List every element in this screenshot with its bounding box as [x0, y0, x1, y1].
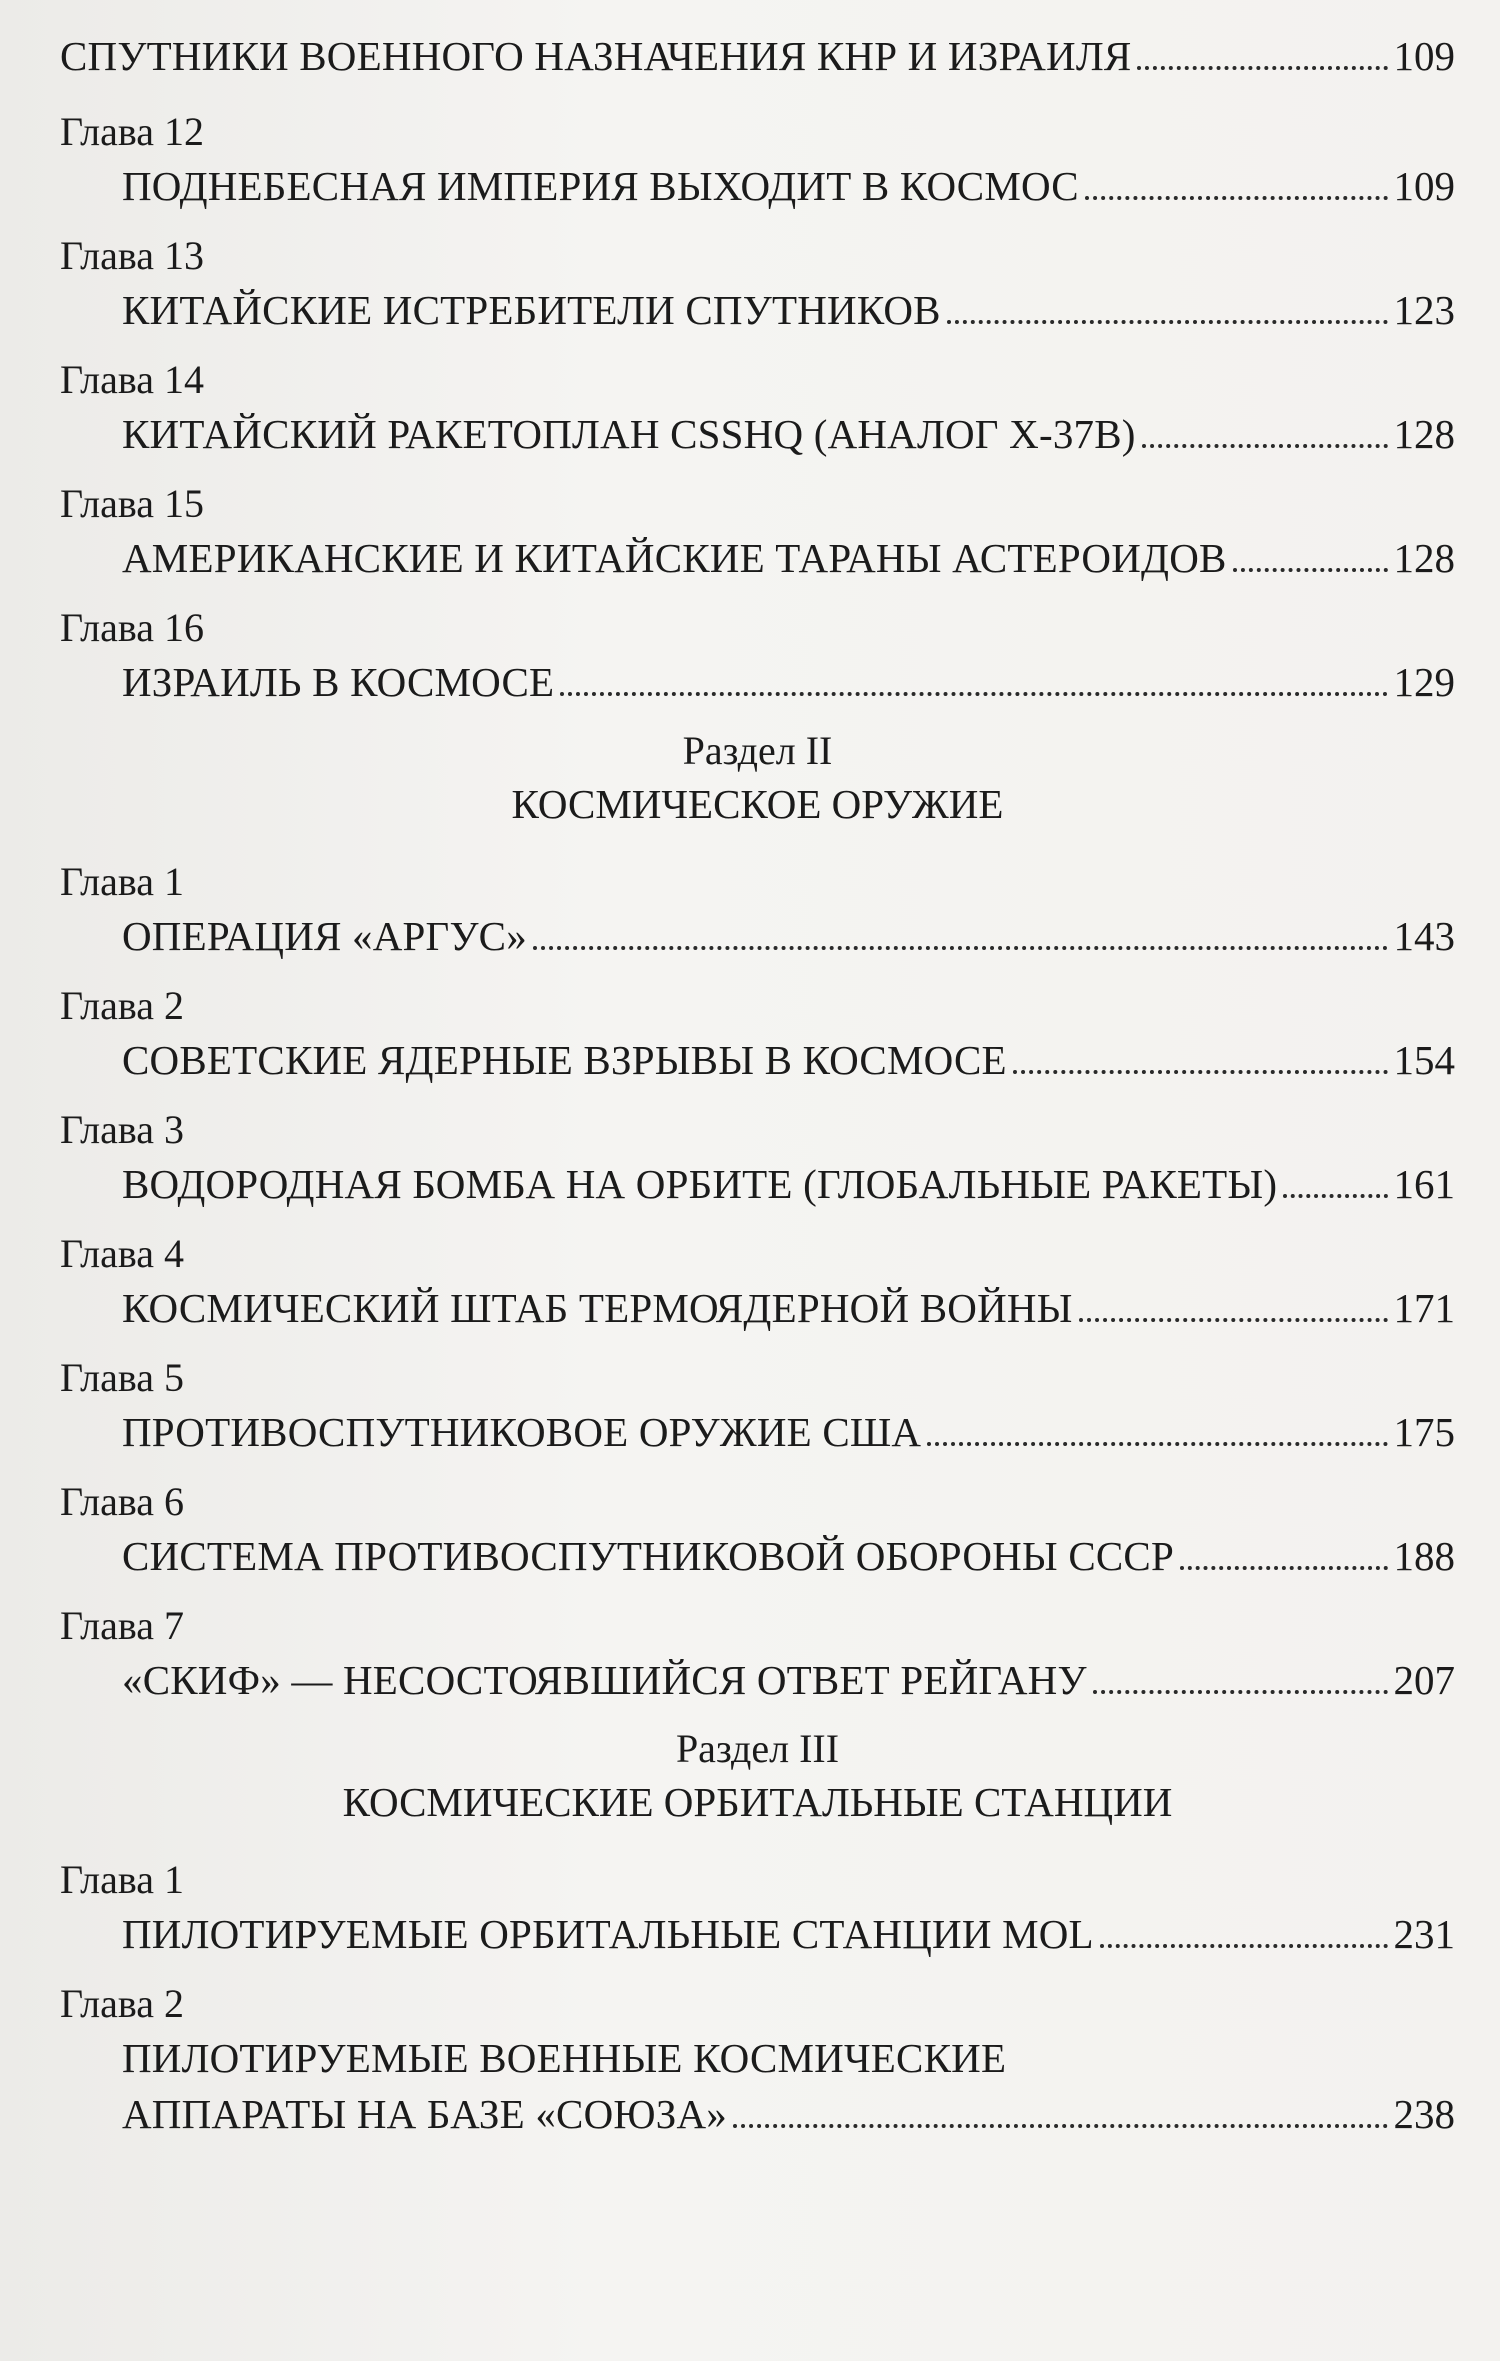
chapter-label: Глава 14 — [60, 357, 204, 402]
chapter-title: ПИЛОТИРУЕМЫЕ ОРБИТАЛЬНЫЕ СТАНЦИИ MOL — [122, 1911, 1094, 1957]
toc-entry-chapter-13 — [60, 230, 1455, 338]
dot-leader — [947, 320, 1388, 324]
toc-line — [60, 28, 1455, 84]
toc-entry-s2-chapter-5 — [60, 1352, 1455, 1460]
toc-line — [60, 158, 1455, 214]
toc-page-number: 143 — [1393, 913, 1455, 959]
table-of-contents — [60, 28, 1455, 2158]
dot-leader — [1142, 444, 1388, 448]
chapter-label: Глава 1 — [60, 1857, 184, 1902]
toc-page-number: 238 — [1393, 2091, 1455, 2137]
toc-page-number: 207 — [1393, 1657, 1455, 1703]
toc-entry-chapter-15 — [60, 478, 1455, 586]
toc-page-number: 175 — [1393, 1409, 1455, 1455]
toc-page-number: 109 — [1393, 33, 1455, 79]
toc-entry-title: СПУТНИКИ ВОЕННОГО НАЗНАЧЕНИЯ КНР И ИЗРАИЛЯ — [60, 33, 1132, 79]
dot-leader — [1283, 1194, 1387, 1198]
toc-line — [60, 1528, 1455, 1584]
chapter-label: Глава 16 — [60, 605, 204, 650]
toc-line — [60, 1032, 1455, 1088]
toc-entry-chapter-14 — [60, 354, 1455, 462]
toc-line — [60, 1156, 1455, 1212]
dot-leader — [533, 946, 1388, 950]
chapter-title: ВОДОРОДНАЯ БОМБА НА ОРБИТЕ (ГЛОБАЛЬНЫЕ РАКЕТЫ) — [122, 1161, 1278, 1207]
chapter-label: Глава 3 — [60, 1107, 184, 1152]
toc-line — [60, 406, 1455, 462]
toc-line — [60, 282, 1455, 338]
toc-page-number: 129 — [1393, 659, 1455, 705]
toc-page-number: 161 — [1393, 1161, 1455, 1207]
toc-entry-chapter-16 — [60, 602, 1455, 710]
toc-page-number: 128 — [1393, 535, 1455, 581]
toc-entry-s2-chapter-2 — [60, 980, 1455, 1088]
chapter-label: Глава 13 — [60, 233, 204, 278]
toc-page-number: 109 — [1393, 163, 1455, 209]
dot-leader — [560, 692, 1387, 696]
chapter-title: СОВЕТСКИЕ ЯДЕРНЫЕ ВЗРЫВЫ В КОСМОСЕ — [122, 1037, 1007, 1083]
section-heading-3 — [60, 1724, 1455, 1830]
toc-line — [60, 2086, 1455, 2142]
toc-line — [60, 908, 1455, 964]
toc-page-number: 188 — [1393, 1533, 1455, 1579]
chapter-title: ПРОТИВОСПУТНИКОВОЕ ОРУЖИЕ США — [122, 1409, 922, 1455]
chapter-title: «СКИФ» — НЕСОСТОЯВШИЙСЯ ОТВЕТ РЕЙГАНУ — [122, 1657, 1087, 1703]
toc-page-number: 154 — [1393, 1037, 1455, 1083]
toc-line — [60, 1404, 1455, 1460]
section-heading-2 — [60, 726, 1455, 832]
toc-page-number: 171 — [1393, 1285, 1455, 1331]
dot-leader — [733, 2124, 1388, 2128]
dot-leader — [1013, 1070, 1388, 1074]
dot-leader — [1079, 1318, 1388, 1322]
toc-line — [60, 1280, 1455, 1336]
chapter-title: КИТАЙСКИЕ ИСТРЕБИТЕЛИ СПУТНИКОВ — [122, 287, 941, 333]
section-name: Раздел II — [682, 728, 833, 773]
toc-page-number: 123 — [1393, 287, 1455, 333]
chapter-label: Глава 15 — [60, 481, 204, 526]
toc-line — [60, 1906, 1455, 1962]
toc-entry-chapter-12 — [60, 106, 1455, 214]
chapter-label: Глава 2 — [60, 1981, 184, 2026]
toc-page-number: 231 — [1393, 1911, 1455, 1957]
toc-line — [60, 654, 1455, 710]
dot-leader — [1093, 1690, 1388, 1694]
chapter-title: ИЗРАИЛЬ В КОСМОСЕ — [122, 659, 555, 705]
chapter-label: Глава 1 — [60, 859, 184, 904]
chapter-title-line-2: АППАРАТЫ НА БАЗЕ «СОЮЗА» — [122, 2091, 727, 2137]
toc-line — [60, 1652, 1455, 1708]
chapter-title: ПОДНЕБЕСНАЯ ИМПЕРИЯ ВЫХОДИТ В КОСМОС — [122, 163, 1079, 209]
chapter-label: Глава 4 — [60, 1231, 184, 1276]
chapter-label: Глава 6 — [60, 1479, 184, 1524]
toc-line-first — [60, 2030, 1455, 2086]
toc-entry-s3-chapter-1 — [60, 1854, 1455, 1962]
toc-entry-s3-chapter-2 — [60, 1978, 1455, 2142]
toc-entry-s2-chapter-1 — [60, 856, 1455, 964]
chapter-title: ОПЕРАЦИЯ «АРГУС» — [122, 913, 527, 959]
chapter-title: АМЕРИКАНСКИЕ И КИТАЙСКИЕ ТАРАНЫ АСТЕРОИДОВ — [122, 535, 1227, 581]
chapter-label: Глава 12 — [60, 109, 204, 154]
chapter-label: Глава 7 — [60, 1603, 184, 1648]
toc-line — [60, 530, 1455, 586]
chapter-title: КИТАЙСКИЙ РАКЕТОПЛАН CSSHQ (АНАЛОГ X-37B) — [122, 411, 1136, 457]
dot-leader — [1233, 568, 1388, 572]
chapter-title: СИСТЕМА ПРОТИВОСПУТНИКОВОЙ ОБОРОНЫ СССР — [122, 1533, 1174, 1579]
dot-leader — [1085, 196, 1388, 200]
section-title: КОСМИЧЕСКИЕ ОРБИТАЛЬНЫЕ СТАНЦИИ — [342, 1779, 1173, 1825]
toc-entry-s2-chapter-4 — [60, 1228, 1455, 1336]
section-title: КОСМИЧЕСКОЕ ОРУЖИЕ — [511, 781, 1004, 827]
section-name: Раздел III — [675, 1726, 840, 1771]
toc-entry-s2-chapter-3 — [60, 1104, 1455, 1212]
toc-entry-kpr-israel — [60, 28, 1455, 84]
toc-entry-s2-chapter-7 — [60, 1600, 1455, 1708]
dot-leader — [1180, 1566, 1388, 1570]
toc-entry-s2-chapter-6 — [60, 1476, 1455, 1584]
dot-leader — [1100, 1944, 1388, 1948]
chapter-label: Глава 5 — [60, 1355, 184, 1400]
chapter-title: КОСМИЧЕСКИЙ ШТАБ ТЕРМОЯДЕРНОЙ ВОЙНЫ — [122, 1285, 1073, 1331]
dot-leader — [1137, 66, 1387, 70]
toc-page-number: 128 — [1393, 411, 1455, 457]
dot-leader — [927, 1442, 1387, 1446]
chapter-title-line-1: ПИЛОТИРУЕМЫЕ ВОЕННЫЕ КОСМИЧЕСКИЕ — [122, 2035, 1007, 2081]
chapter-label: Глава 2 — [60, 983, 184, 1028]
